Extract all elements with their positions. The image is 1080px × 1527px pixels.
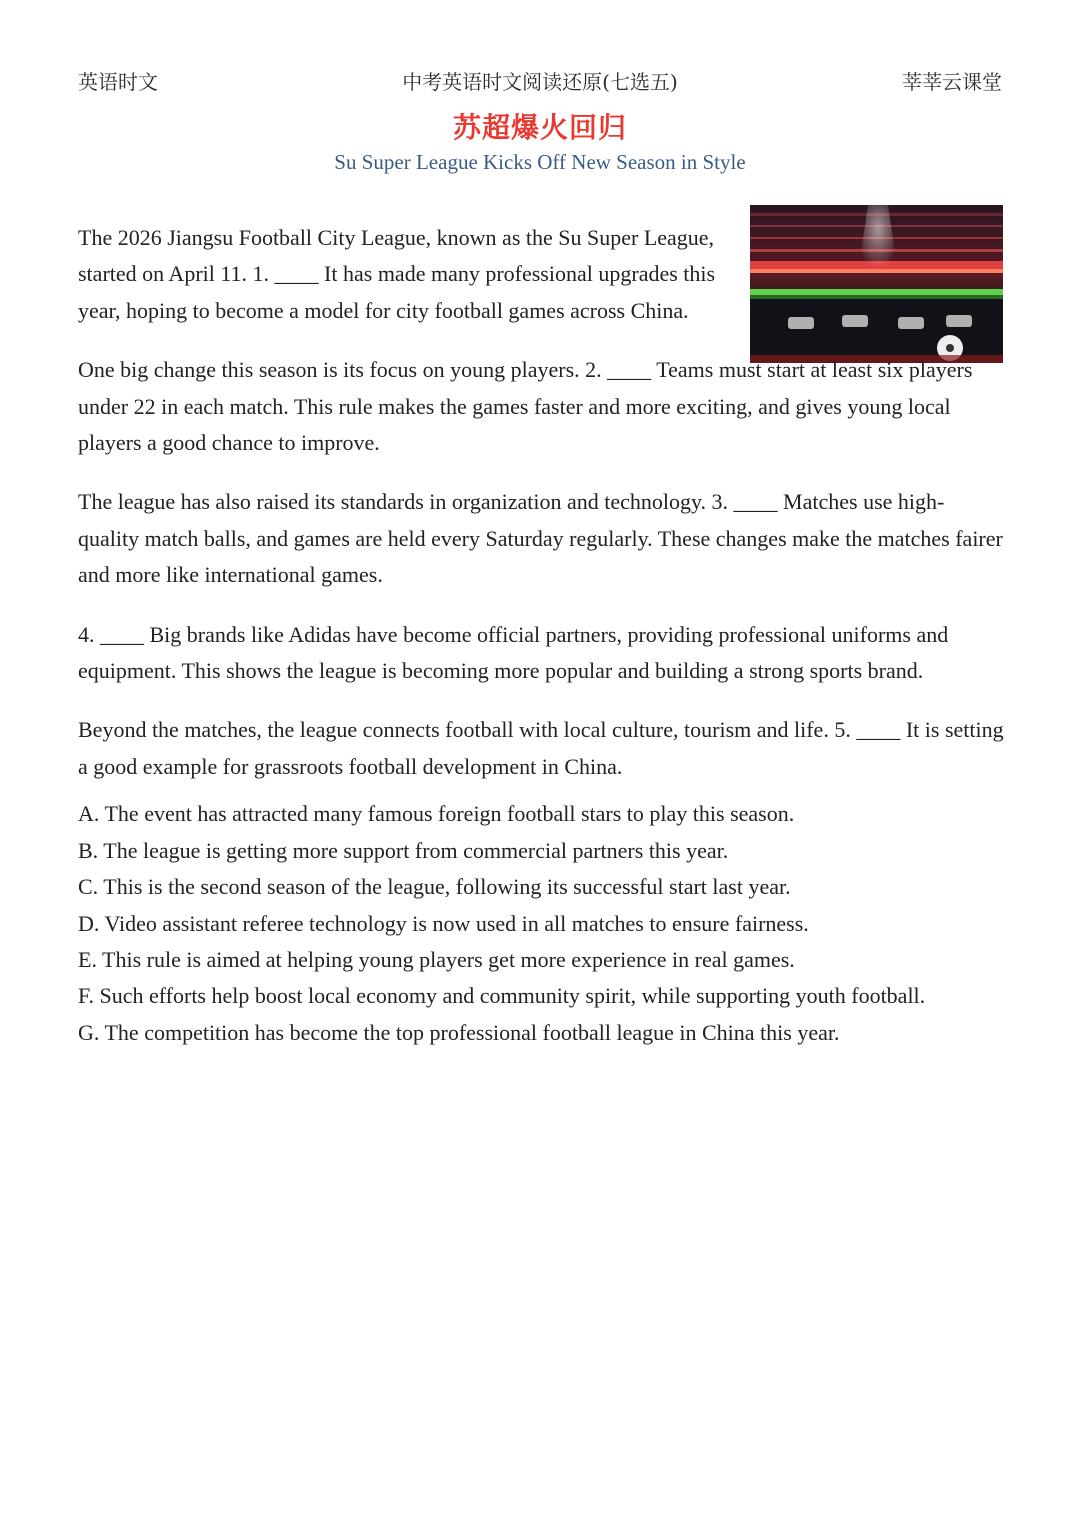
option-d: D. Video assistant referee technology is now used in all matches to ensure fairness. [78,910,809,936]
option-g: G. The competition has become the top professional football league in China this year. [78,1019,840,1045]
option-f: F. Such efforts help boost local economy and community spirit, while supporting youth football. [78,983,926,1009]
english-title: Su Super League Kicks Off New Season in Style [334,150,746,174]
option-e: E. This rule is aimed at helping young players get more experience in real games. [78,946,795,972]
paragraph-5: Beyond the matches, the league connects football with local culture, tourism and life. 5. ____ It is setting a good example for grassroots football development in China. [78,717,1004,779]
paragraph-2: One big change this season is its focus on young players. 2. ____ Teams must start at least six players under 22 in each match. This rule makes the games faster and more exciting, and gives young local players a good chance to improve. [78,357,973,456]
option-b: B. The league is getting more support from commercial partners this year. [78,837,729,863]
answer-options [78,796,1004,1051]
paragraph-1: The 2026 Jiangsu Football City League, known as the Su Super League, started on April 11. 1. ____ It has made many professional upgrades this year, hoping to become a model for city football games across China. [78,225,716,323]
article-body [78,220,1004,1051]
option-a: A. The event has attracted many famous foreign football stars to play this season. [78,801,795,827]
header-right-label: 莘莘云课堂 [902,70,1002,94]
paragraph-4: 4. ____ Big brands like Adidas have become official partners, providing professional uniforms and equipment. This shows the league is becoming more popular and building a strong sports brand. [78,621,949,684]
chinese-title: 苏超爆火回归 [452,111,627,144]
header-left-label: 英语时文 [78,70,158,94]
header-center-label: 中考英语时文阅读还原(七选五) [402,70,678,94]
page-header [78,66,1002,96]
option-c: C. This is the second season of the league, following its successful start last year. [78,874,791,900]
paragraph-3: The league has also raised its standards in organization and technology. 3. ____ Matches use high-quality match balls, and games are held every Saturday regularly. These changes make the matches fairer and more like international games. [78,489,1003,588]
